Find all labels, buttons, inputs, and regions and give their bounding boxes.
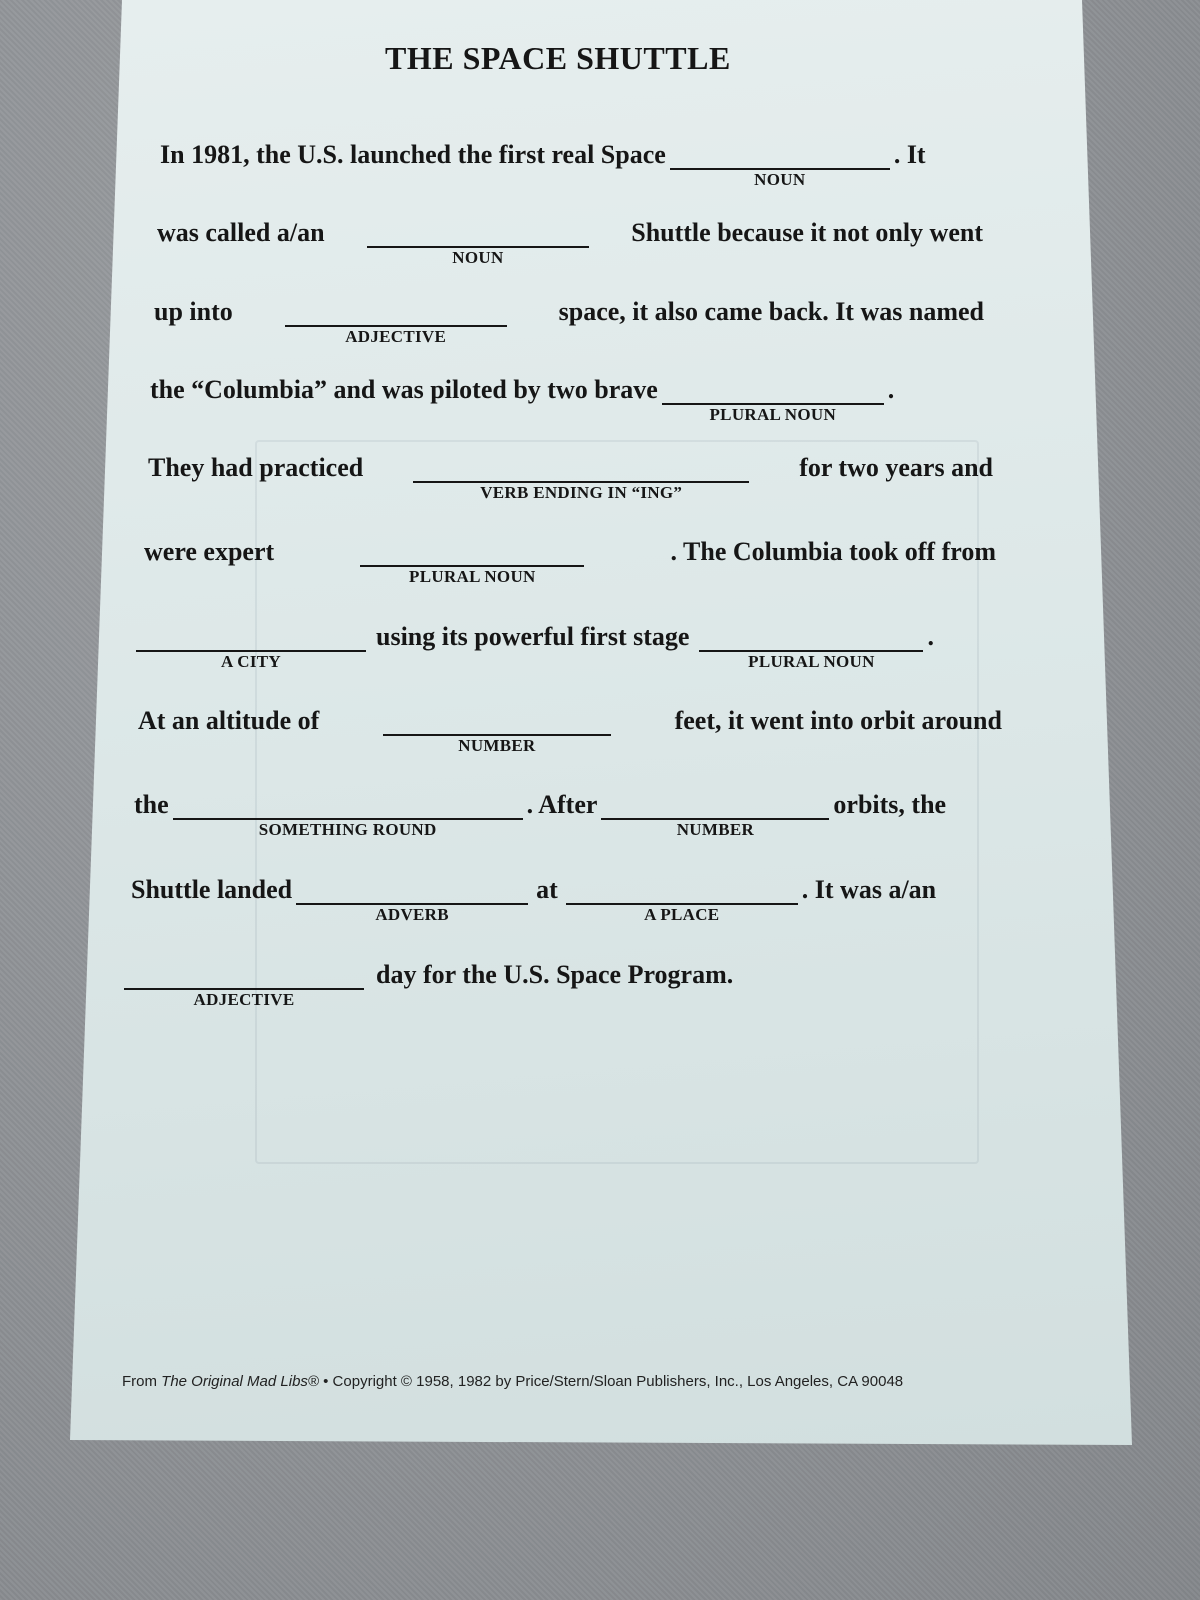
footer-book-title: The Original Mad Libs® [161, 1373, 319, 1390]
blank-label: ADJECTIVE [193, 990, 295, 1009]
story-line-11 [124, 958, 1004, 1018]
blank-label: NOUN [452, 248, 504, 267]
blank-adverb[interactable] [296, 873, 528, 924]
story-line-8 [138, 704, 1002, 764]
page-title: THE SPACE SHUTTLE [385, 40, 731, 76]
blank-city[interactable] [136, 620, 366, 671]
story-line-6 [144, 535, 996, 595]
blank-label: PLURAL NOUN [709, 405, 837, 424]
footer-copyright: • Copyright © 1958, 1982 by Price/Stern/Sloan Publishers, Inc., Los Angeles, CA 90048 [323, 1373, 904, 1390]
story-text: feet, it went into orbit around [674, 706, 1002, 735]
blank-adjective[interactable] [285, 295, 507, 346]
blank-label: VERB ENDING IN “ING” [480, 483, 683, 502]
blank-plural-noun[interactable] [360, 535, 584, 586]
blank-label: PLURAL NOUN [409, 567, 536, 586]
copyright-footer [122, 1373, 1042, 1390]
blank-label: ADVERB [375, 905, 449, 924]
blank-number[interactable] [383, 704, 611, 755]
story-text: up into [154, 297, 233, 326]
story-text: Shuttle because it not only went [631, 218, 983, 247]
story-text: . [927, 622, 934, 651]
blank-adjective[interactable] [124, 958, 364, 1009]
blank-label: NUMBER [458, 736, 536, 755]
story-line-2 [157, 216, 983, 276]
blank-label: ADJECTIVE [345, 327, 447, 346]
story-text: . After [526, 790, 598, 819]
story-line-3 [154, 295, 984, 355]
story-text: Shuttle landed [131, 875, 293, 904]
story-line-7 [136, 620, 998, 680]
blank-place[interactable] [566, 873, 798, 924]
story-text: In 1981, the U.S. launched the first real Space [160, 140, 666, 169]
story-line-10 [131, 873, 1007, 933]
story-text: for two years and [799, 453, 993, 482]
story-text: . [887, 375, 895, 404]
blank-label: A PLACE [644, 905, 720, 924]
story-text: They had practiced [148, 453, 364, 482]
story-text: . It was a/an [801, 875, 937, 904]
story-line-1 [160, 138, 980, 198]
story-text: orbits, the [833, 790, 947, 819]
blank-verb-ing[interactable] [413, 451, 749, 502]
story-text: at [536, 875, 558, 904]
blank-plural-noun[interactable] [662, 373, 884, 424]
blank-label: NUMBER [676, 820, 755, 839]
story-text: At an altitude of [138, 706, 320, 735]
blank-noun[interactable] [367, 216, 589, 267]
story-line-5 [148, 451, 993, 511]
blank-something-round[interactable] [173, 788, 523, 839]
story-text: were expert [144, 537, 275, 566]
blank-number[interactable] [601, 788, 829, 839]
blank-plural-noun[interactable] [699, 620, 923, 671]
blank-label: SOMETHING ROUND [258, 820, 437, 839]
story-text: . It [893, 140, 926, 169]
story-text: using its powerful first stage [376, 622, 690, 651]
story-line-9 [134, 788, 1004, 848]
story-text: . The Columbia took off from [670, 537, 996, 566]
story-text: the “Columbia” and was piloted by two brave [150, 375, 658, 404]
story-text: day for the U.S. Space Program. [376, 960, 734, 989]
story-text: was called a/an [157, 218, 325, 247]
story-text: the [134, 790, 169, 819]
story-text: space, it also came back. It was named [558, 297, 984, 326]
blank-noun[interactable] [670, 138, 890, 189]
blank-label: NOUN [754, 170, 806, 189]
footer-from: From [122, 1373, 157, 1390]
story-line-4 [150, 373, 990, 433]
blank-label: A CITY [221, 652, 281, 671]
blank-label: PLURAL NOUN [748, 652, 875, 671]
